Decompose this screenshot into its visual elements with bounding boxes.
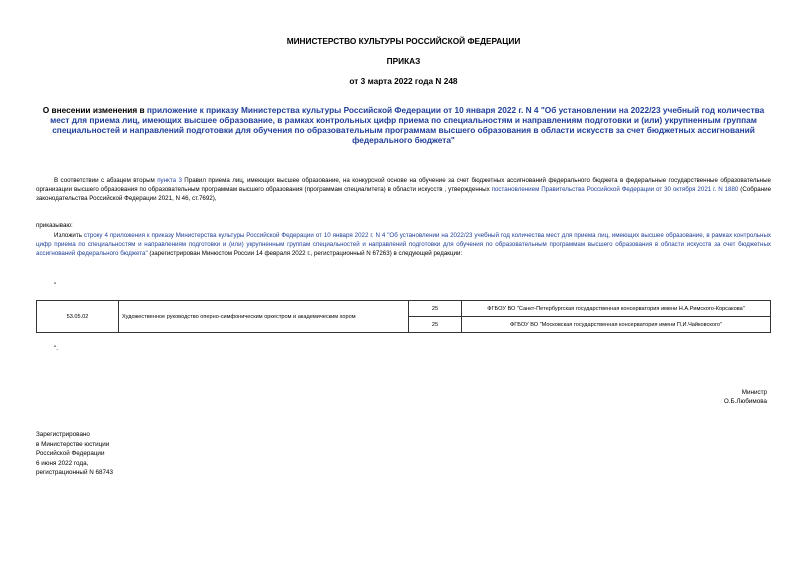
instruction-link-appendix[interactable]: приложения к приказу Министерства культуры Российской Федерации от 10 января 2022 г. N 4 "Об установлении на 2022/23 учебный год количества мест для приема лиц, имеющих высшее образование, в рамках контрольных цифр приема по специальностям и направлениям подготовки и (или) укрупненным группам специальностей и направлений подготовки для обучения по образовательным программам высшего образования в области искусств за счет бюджетных ассигнований федерального бюджета" bbox=[36, 232, 771, 257]
preamble-link-point3[interactable]: пункта 3 bbox=[157, 177, 182, 184]
table-cell-specialty: Художественное руководство оперно-симфоническим оркестром и академическим хором bbox=[119, 301, 409, 333]
ministry-title: МИНИСТЕРСТВО КУЛЬТУРЫ РОССИЙСКОЙ ФЕДЕРАЦИИ bbox=[286, 36, 521, 46]
preamble-text-2: Правил приема лиц, имеющих высшее образование, на конкурсной основе на обучение за счет бюджетных ассигнований федерального бюджета в федеральные государственные образовательные организации высшего образования по образовательным программам высшего образования (программам специалитета) в области искусств , утвержденных bbox=[36, 177, 771, 193]
table-cell-count: 25 bbox=[409, 317, 462, 333]
table-row bbox=[37, 301, 771, 317]
table-cell-organization: ФГБОУ ВО "Московская государственная консерватория имени П.И.Чайковского" bbox=[462, 317, 771, 333]
signature-block bbox=[724, 388, 767, 406]
registration-line: 6 июня 2022 года, bbox=[36, 459, 89, 467]
preamble-paragraph bbox=[36, 176, 771, 203]
registration-line: Зарегистрировано bbox=[36, 431, 90, 438]
table-cell-count: 25 bbox=[409, 301, 462, 317]
instruction-link-line4[interactable]: строку 4 bbox=[83, 232, 108, 239]
quote-close: ". bbox=[54, 345, 59, 352]
table-cell-organization: ФГБОУ ВО "Санкт-Петербургская государственная консерватория имени Н.А.Римского-Корсакова" bbox=[462, 301, 771, 317]
registration-block bbox=[36, 430, 113, 478]
quote-open: " bbox=[54, 282, 57, 289]
signer-title: Министр bbox=[741, 389, 767, 396]
instruction-text-3: (зарегистрирован Минюстом России 14 февраля 2022 г., регистрационный N 67263) в следующей редакции: bbox=[147, 250, 463, 257]
order-word: приказываю: bbox=[36, 222, 73, 229]
preamble-text-3: (Собрание законодательства Российской Федерации 2021, N 46, ст.7692), bbox=[36, 186, 772, 202]
subject-prefix: О внесении изменения в bbox=[42, 105, 147, 115]
preamble-text-1: В соответствии с абзацем вторым bbox=[54, 177, 158, 184]
preamble-link-resolution[interactable]: постановлением Правительства Российской Федерации от 30 октября 2021 г. N 1880 bbox=[491, 186, 739, 193]
registration-line: Российской Федерации bbox=[36, 450, 105, 458]
instruction-text-1: Изложить bbox=[54, 232, 84, 239]
document-date-number: от 3 марта 2022 года N 248 bbox=[349, 76, 458, 86]
document-type: ПРИКАЗ bbox=[386, 56, 421, 66]
quota-table bbox=[36, 300, 771, 333]
document-subject bbox=[36, 105, 771, 145]
instruction-paragraph bbox=[36, 231, 771, 258]
registration-line: в Министерстве юстиции bbox=[36, 440, 110, 448]
signer-name: О.Б.Любимова bbox=[723, 398, 767, 405]
registration-line: регистрационный N 68743 bbox=[36, 469, 114, 477]
subject-link[interactable]: приложение к приказу Министерства культуры Российской Федерации от 10 января 2022 г. N 4 "Об установлении на 2022/23 учебный год количества мест для приема лиц, имеющих высшее образование, в рамках контрольных цифр приема по специальностям и направлениям подготовки и (или) укрупненным группам специальностей и направлений подготовки для обучения по образовательным программам высшего образования в области искусств за счет бюджетных ассигнований федерального бюджета" bbox=[50, 105, 765, 145]
table-cell-code: 53.05.02 bbox=[37, 301, 119, 333]
